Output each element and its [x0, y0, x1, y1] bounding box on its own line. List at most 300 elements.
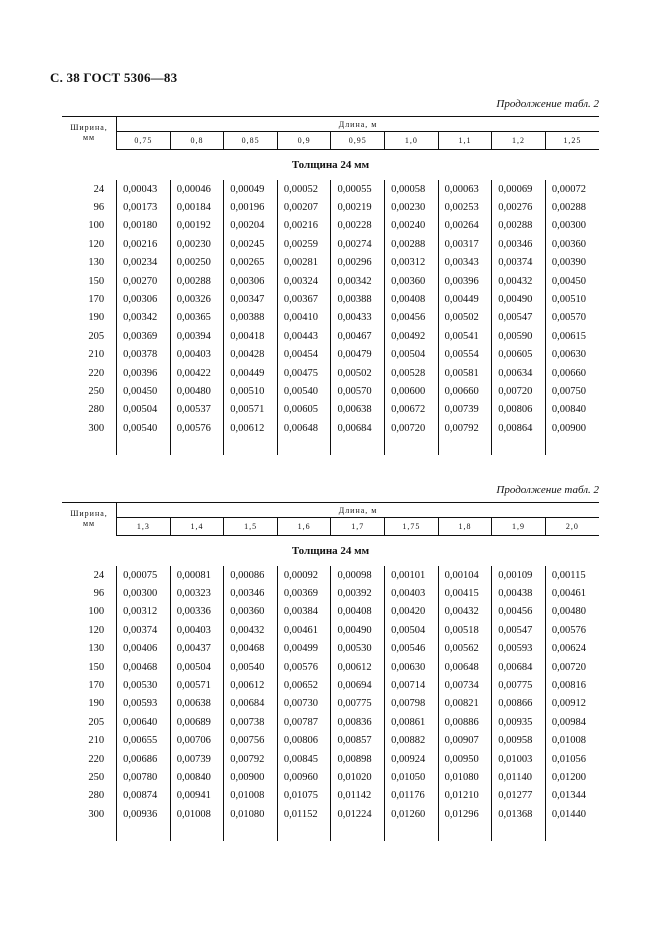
table-row — [62, 787, 599, 805]
value-cell: 0,00369 — [277, 584, 331, 602]
value-cell: 0,00590 — [492, 327, 546, 345]
length-value-header: 1,4 — [170, 518, 224, 536]
value-cell: 0,00392 — [331, 584, 385, 602]
value-cell: 0,00787 — [277, 713, 331, 731]
value-cell: 0,00270 — [117, 272, 171, 290]
value-cell: 0,01080 — [438, 768, 492, 786]
value-cell: 0,00499 — [277, 640, 331, 658]
value-cell: 0,00406 — [117, 640, 171, 658]
value-cell: 0,00250 — [170, 254, 224, 272]
value-cell: 0,00274 — [331, 235, 385, 253]
value-cell: 0,00490 — [492, 290, 546, 308]
value-cell: 0,00660 — [545, 364, 599, 382]
table-row — [62, 584, 599, 602]
value-cell: 0,01142 — [331, 787, 385, 805]
value-cell: 0,00874 — [117, 787, 171, 805]
value-cell: 0,01080 — [224, 805, 278, 823]
value-cell: 0,00300 — [117, 584, 171, 602]
value-cell: 0,00840 — [545, 401, 599, 419]
value-cell: 0,00528 — [385, 364, 439, 382]
value-cell: 0,01008 — [545, 732, 599, 750]
length-value-header: 1,3 — [117, 518, 171, 536]
table-row — [62, 401, 599, 419]
value-cell: 0,01056 — [545, 750, 599, 768]
value-cell: 0,00630 — [545, 346, 599, 364]
value-cell: 0,00347 — [224, 290, 278, 308]
table-row — [62, 180, 599, 198]
value-cell: 0,00738 — [224, 713, 278, 731]
value-cell: 0,00288 — [170, 272, 224, 290]
value-cell: 0,00504 — [170, 658, 224, 676]
value-cell: 0,00360 — [385, 272, 439, 290]
data-table — [62, 116, 599, 455]
value-cell: 0,00775 — [331, 695, 385, 713]
width-cell: 220 — [88, 367, 105, 379]
value-cell: 0,00306 — [117, 290, 171, 308]
data-table — [62, 502, 599, 841]
value-cell: 0,00518 — [438, 621, 492, 639]
table-row — [62, 621, 599, 639]
value-cell: 0,00092 — [277, 566, 331, 584]
value-cell: 0,00540 — [117, 419, 171, 437]
section-title: Толщина 24 мм — [291, 545, 370, 557]
value-cell: 0,00369 — [117, 327, 171, 345]
value-cell: 0,00612 — [224, 419, 278, 437]
value-cell: 0,00480 — [170, 382, 224, 400]
value-cell: 0,00075 — [117, 566, 171, 584]
value-cell: 0,00396 — [438, 272, 492, 290]
length-value-header: 1,0 — [385, 132, 439, 150]
width-cell: 96 — [93, 588, 105, 600]
value-cell: 0,00432 — [224, 621, 278, 639]
width-cell: 120 — [88, 624, 105, 636]
value-cell: 0,01200 — [545, 768, 599, 786]
value-cell: 0,00861 — [385, 713, 439, 731]
value-cell: 0,00540 — [224, 658, 278, 676]
value-cell: 0,00449 — [224, 364, 278, 382]
value-cell: 0,00581 — [438, 364, 492, 382]
width-header-line: мм — [82, 519, 96, 529]
value-cell: 0,00502 — [331, 364, 385, 382]
value-cell: 0,00935 — [492, 713, 546, 731]
value-cell: 0,00180 — [117, 217, 171, 235]
value-cell: 0,00540 — [277, 382, 331, 400]
value-cell: 0,00467 — [331, 327, 385, 345]
length-value-header: 1,75 — [385, 518, 439, 536]
value-cell: 0,00480 — [545, 603, 599, 621]
table-row — [62, 419, 599, 437]
table-row — [62, 676, 599, 694]
value-cell: 0,00576 — [545, 621, 599, 639]
width-cell: 100 — [88, 220, 105, 232]
width-cell: 24 — [93, 569, 105, 581]
value-cell: 0,00502 — [438, 309, 492, 327]
table-row — [62, 603, 599, 621]
length-value-header: 2,0 — [545, 518, 599, 536]
value-cell: 0,00806 — [492, 401, 546, 419]
value-cell: 0,00806 — [277, 732, 331, 750]
value-cell: 0,00739 — [438, 401, 492, 419]
value-cell: 0,00689 — [170, 713, 224, 731]
value-cell: 0,00570 — [545, 309, 599, 327]
length-value-header: 0,95 — [331, 132, 385, 150]
value-cell: 0,00615 — [545, 327, 599, 345]
width-cell: 190 — [88, 312, 105, 324]
value-cell: 0,00388 — [224, 309, 278, 327]
value-cell: 0,00264 — [438, 217, 492, 235]
value-cell: 0,00672 — [385, 401, 439, 419]
value-cell: 0,00326 — [170, 290, 224, 308]
page-header: С. 38 ГОСТ 5306—83 — [50, 70, 178, 85]
value-cell: 0,00072 — [545, 180, 599, 198]
value-cell: 0,00866 — [492, 695, 546, 713]
value-cell: 0,00840 — [170, 768, 224, 786]
value-cell: 0,00410 — [277, 309, 331, 327]
table-row — [62, 658, 599, 676]
width-cell: 170 — [88, 680, 105, 692]
filler-row — [62, 437, 599, 455]
table-row — [62, 768, 599, 786]
width-header-line: Ширина, — [70, 509, 108, 519]
width-cell: 250 — [88, 385, 105, 397]
value-cell: 0,00648 — [277, 419, 331, 437]
value-cell: 0,00192 — [170, 217, 224, 235]
value-cell: 0,00900 — [224, 768, 278, 786]
value-cell: 0,00230 — [385, 198, 439, 216]
value-cell: 0,00104 — [438, 566, 492, 584]
value-cell: 0,00912 — [545, 695, 599, 713]
table-row — [62, 695, 599, 713]
value-cell: 0,00384 — [277, 603, 331, 621]
value-cell: 0,01176 — [385, 787, 439, 805]
value-cell: 0,00055 — [331, 180, 385, 198]
value-cell: 0,00547 — [492, 309, 546, 327]
value-cell: 0,00882 — [385, 732, 439, 750]
value-cell: 0,00432 — [492, 272, 546, 290]
value-cell: 0,00323 — [170, 584, 224, 602]
value-cell: 0,00101 — [385, 566, 439, 584]
value-cell: 0,00396 — [117, 364, 171, 382]
length-value-header: 0,9 — [277, 132, 331, 150]
width-cell: 96 — [93, 202, 105, 214]
value-cell: 0,00490 — [331, 621, 385, 639]
value-cell: 0,00265 — [224, 254, 278, 272]
value-cell: 0,00756 — [224, 732, 278, 750]
value-cell: 0,00510 — [545, 290, 599, 308]
value-cell: 0,00720 — [545, 658, 599, 676]
value-cell: 0,00554 — [438, 346, 492, 364]
value-cell: 0,00288 — [545, 198, 599, 216]
table-row — [62, 254, 599, 272]
value-cell: 0,00562 — [438, 640, 492, 658]
value-cell: 0,00081 — [170, 566, 224, 584]
width-cell: 300 — [88, 422, 105, 434]
value-cell: 0,00403 — [385, 584, 439, 602]
value-cell: 0,00343 — [438, 254, 492, 272]
value-cell: 0,00652 — [277, 676, 331, 694]
value-cell: 0,00216 — [277, 217, 331, 235]
value-cell: 0,00720 — [492, 382, 546, 400]
table-row — [62, 364, 599, 382]
table-row — [62, 235, 599, 253]
table-row — [62, 640, 599, 658]
value-cell: 0,00798 — [385, 695, 439, 713]
value-cell: 0,00576 — [277, 658, 331, 676]
value-cell: 0,01296 — [438, 805, 492, 823]
value-cell: 0,00468 — [224, 640, 278, 658]
value-cell: 0,00504 — [117, 401, 171, 419]
value-cell: 0,00450 — [117, 382, 171, 400]
value-cell: 0,01277 — [492, 787, 546, 805]
value-cell: 0,01050 — [385, 768, 439, 786]
value-cell: 0,00624 — [545, 640, 599, 658]
value-cell: 0,00686 — [117, 750, 171, 768]
value-cell: 0,00219 — [331, 198, 385, 216]
width-cell: 205 — [88, 330, 105, 342]
value-cell: 0,00422 — [170, 364, 224, 382]
value-cell: 0,00336 — [170, 603, 224, 621]
value-cell: 0,00245 — [224, 235, 278, 253]
value-cell: 0,00360 — [224, 603, 278, 621]
value-cell: 0,00640 — [117, 713, 171, 731]
value-cell: 0,00638 — [170, 695, 224, 713]
width-cell: 24 — [93, 183, 105, 195]
value-cell: 0,00547 — [492, 621, 546, 639]
value-cell: 0,01440 — [545, 805, 599, 823]
value-cell: 0,00346 — [492, 235, 546, 253]
value-cell: 0,00941 — [170, 787, 224, 805]
table-row — [62, 346, 599, 364]
value-cell: 0,00456 — [492, 603, 546, 621]
value-cell: 0,00660 — [438, 382, 492, 400]
value-cell: 0,01003 — [492, 750, 546, 768]
value-cell: 0,00360 — [545, 235, 599, 253]
value-cell: 0,00433 — [331, 309, 385, 327]
value-cell: 0,00069 — [492, 180, 546, 198]
length-value-header: 1,1 — [438, 132, 492, 150]
value-cell: 0,00046 — [170, 180, 224, 198]
value-cell: 0,00052 — [277, 180, 331, 198]
width-cell: 150 — [88, 275, 105, 287]
value-cell: 0,00821 — [438, 695, 492, 713]
value-cell: 0,00388 — [331, 290, 385, 308]
length-value-header: 1,25 — [545, 132, 599, 150]
value-cell: 0,00739 — [170, 750, 224, 768]
table-block — [62, 116, 599, 455]
value-cell: 0,00510 — [224, 382, 278, 400]
value-cell: 0,00374 — [117, 621, 171, 639]
value-cell: 0,00276 — [492, 198, 546, 216]
value-cell: 0,00403 — [170, 346, 224, 364]
value-cell: 0,00638 — [331, 401, 385, 419]
value-cell: 0,00694 — [331, 676, 385, 694]
value-cell: 0,00468 — [117, 658, 171, 676]
width-cell: 205 — [88, 716, 105, 728]
value-cell: 0,00775 — [492, 676, 546, 694]
value-cell: 0,00306 — [224, 272, 278, 290]
value-cell: 0,00479 — [331, 346, 385, 364]
value-cell: 0,00530 — [117, 676, 171, 694]
value-cell: 0,00684 — [331, 419, 385, 437]
value-cell: 0,00207 — [277, 198, 331, 216]
value-cell: 0,00346 — [224, 584, 278, 602]
value-cell: 0,00630 — [385, 658, 439, 676]
value-cell: 0,00605 — [277, 401, 331, 419]
value-cell: 0,00684 — [492, 658, 546, 676]
value-cell: 0,00428 — [224, 346, 278, 364]
table-row — [62, 327, 599, 345]
value-cell: 0,00600 — [385, 382, 439, 400]
length-value-header: 0,75 — [117, 132, 171, 150]
value-cell: 0,00924 — [385, 750, 439, 768]
value-cell: 0,00546 — [385, 640, 439, 658]
width-cell: 250 — [88, 771, 105, 783]
value-cell: 0,00390 — [545, 254, 599, 272]
value-cell: 0,01210 — [438, 787, 492, 805]
value-cell: 0,00420 — [385, 603, 439, 621]
value-cell: 0,00900 — [545, 419, 599, 437]
value-cell: 0,00432 — [438, 603, 492, 621]
width-cell: 280 — [88, 790, 105, 802]
value-cell: 0,00438 — [492, 584, 546, 602]
value-cell: 0,00936 — [117, 805, 171, 823]
value-cell: 0,00593 — [492, 640, 546, 658]
continuation-note-1: Продолжение табл. 2 — [496, 98, 599, 110]
value-cell: 0,00730 — [277, 695, 331, 713]
value-cell: 0,00184 — [170, 198, 224, 216]
value-cell: 0,00454 — [277, 346, 331, 364]
value-cell: 0,00898 — [331, 750, 385, 768]
width-column-header — [62, 503, 117, 536]
length-value-header: 1,2 — [492, 132, 546, 150]
value-cell: 0,00443 — [277, 327, 331, 345]
value-cell: 0,00204 — [224, 217, 278, 235]
value-cell: 0,00300 — [545, 217, 599, 235]
value-cell: 0,00296 — [331, 254, 385, 272]
value-cell: 0,00415 — [438, 584, 492, 602]
filler-row — [62, 823, 599, 841]
width-cell: 220 — [88, 753, 105, 765]
value-cell: 0,00541 — [438, 327, 492, 345]
value-cell: 0,01368 — [492, 805, 546, 823]
value-cell: 0,00173 — [117, 198, 171, 216]
value-cell: 0,00612 — [224, 676, 278, 694]
width-cell: 300 — [88, 808, 105, 820]
value-cell: 0,00845 — [277, 750, 331, 768]
value-cell: 0,00230 — [170, 235, 224, 253]
value-cell: 0,00378 — [117, 346, 171, 364]
value-cell: 0,00530 — [331, 640, 385, 658]
value-cell: 0,00655 — [117, 732, 171, 750]
value-cell: 0,00950 — [438, 750, 492, 768]
value-cell: 0,01224 — [331, 805, 385, 823]
value-cell: 0,00228 — [331, 217, 385, 235]
table-row — [62, 198, 599, 216]
section-title: Толщина 24 мм — [291, 159, 370, 171]
value-cell: 0,00836 — [331, 713, 385, 731]
value-cell: 0,00086 — [224, 566, 278, 584]
value-cell: 0,00492 — [385, 327, 439, 345]
width-header-line: мм — [82, 133, 96, 143]
continuation-note-2: Продолжение табл. 2 — [496, 484, 599, 496]
value-cell: 0,00253 — [438, 198, 492, 216]
value-cell: 0,00418 — [224, 327, 278, 345]
value-cell: 0,00288 — [492, 217, 546, 235]
value-cell: 0,00281 — [277, 254, 331, 272]
value-cell: 0,00571 — [224, 401, 278, 419]
value-cell: 0,00367 — [277, 290, 331, 308]
value-cell: 0,00259 — [277, 235, 331, 253]
width-cell: 210 — [88, 349, 105, 361]
width-cell: 150 — [88, 661, 105, 673]
value-cell: 0,00714 — [385, 676, 439, 694]
value-cell: 0,00960 — [277, 768, 331, 786]
width-cell: 120 — [88, 238, 105, 250]
value-cell: 0,00750 — [545, 382, 599, 400]
value-cell: 0,00374 — [492, 254, 546, 272]
width-cell: 130 — [88, 257, 105, 269]
value-cell: 0,00734 — [438, 676, 492, 694]
value-cell: 0,00403 — [170, 621, 224, 639]
value-cell: 0,01008 — [224, 787, 278, 805]
width-header-line: Ширина, — [70, 123, 108, 133]
table-block — [62, 502, 599, 841]
value-cell: 0,00504 — [385, 346, 439, 364]
table-row — [62, 217, 599, 235]
table-row — [62, 382, 599, 400]
width-cell: 280 — [88, 404, 105, 416]
value-cell: 0,00049 — [224, 180, 278, 198]
value-cell: 0,00907 — [438, 732, 492, 750]
value-cell: 0,00792 — [438, 419, 492, 437]
value-cell: 0,00504 — [385, 621, 439, 639]
length-value-header: 1,6 — [277, 518, 331, 536]
value-cell: 0,00456 — [385, 309, 439, 327]
value-cell: 0,00098 — [331, 566, 385, 584]
value-cell: 0,00437 — [170, 640, 224, 658]
table-row — [62, 309, 599, 327]
value-cell: 0,00720 — [385, 419, 439, 437]
value-cell: 0,00605 — [492, 346, 546, 364]
value-cell: 0,00816 — [545, 676, 599, 694]
table-row — [62, 290, 599, 308]
value-cell: 0,01008 — [170, 805, 224, 823]
width-cell: 190 — [88, 698, 105, 710]
value-cell: 0,00234 — [117, 254, 171, 272]
width-cell: 210 — [88, 735, 105, 747]
value-cell: 0,00886 — [438, 713, 492, 731]
value-cell: 0,01020 — [331, 768, 385, 786]
value-cell: 0,00365 — [170, 309, 224, 327]
value-cell: 0,00063 — [438, 180, 492, 198]
value-cell: 0,00792 — [224, 750, 278, 768]
length-value-header: 1,8 — [438, 518, 492, 536]
value-cell: 0,01152 — [277, 805, 331, 823]
length-header: Длина, м — [117, 117, 599, 132]
value-cell: 0,00408 — [385, 290, 439, 308]
value-cell: 0,00312 — [385, 254, 439, 272]
value-cell: 0,00109 — [492, 566, 546, 584]
value-cell: 0,01260 — [385, 805, 439, 823]
table-row — [62, 566, 599, 584]
value-cell: 0,00216 — [117, 235, 171, 253]
value-cell: 0,00058 — [385, 180, 439, 198]
value-cell: 0,00648 — [438, 658, 492, 676]
value-cell: 0,00571 — [170, 676, 224, 694]
value-cell: 0,00408 — [331, 603, 385, 621]
value-cell: 0,00684 — [224, 695, 278, 713]
value-cell: 0,00612 — [331, 658, 385, 676]
